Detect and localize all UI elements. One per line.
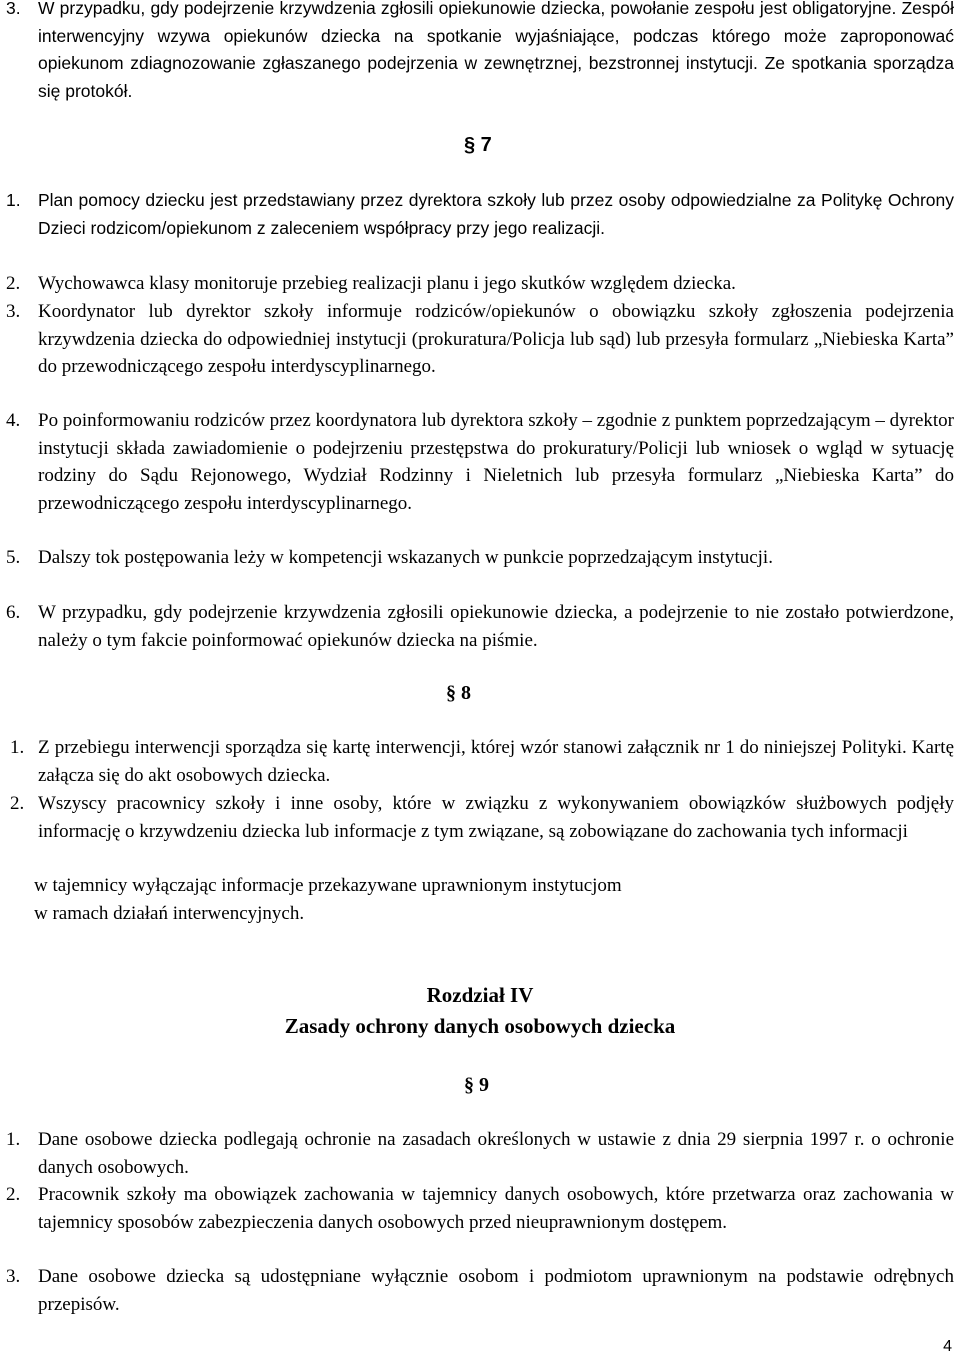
item-number: 1.	[10, 737, 25, 758]
section-8-continuation-line-2: w ramach działań interwencyjnych.	[34, 903, 305, 924]
section-7-item-6	[0, 599, 954, 654]
item-text: Po poinformowaniu rodziców przez koordynatora lub dyrektora szkoły – zgodnie z punktem poprzedzającym – dyrektor instytucji składa zawiadomienie o podejrzeniu przestępstwa do prokuratury/Policji lub wniosek o wgląd w sytuację rodziny do Sądu Rejonowego, Wydział Rodzinny i Nieletnich lub przesyła formularz „Niebieska Karta” do przewodniczącego zespołu interdyscyplinarnego.	[38, 410, 954, 514]
item-number: 3.	[6, 301, 21, 322]
chapter-title: Rozdział IV	[426, 983, 534, 1007]
section-8-mark: § 8	[446, 682, 471, 704]
item-text: Z przebiegu interwencji sporządza się kartę interwencji, której wzór stanowi załącznik nr 1 do niniejszej Polityki. Kartę załącza się do akt osobowych dziecka.	[38, 737, 954, 786]
section-9-mark: § 9	[464, 1074, 489, 1096]
item-text: W przypadku, gdy podejrzenie krzywdzenia zgłosili opiekunowie dziecka, powołanie zespołu jest obligatoryjne. Zespół interwencyjny wzywa opiekunów dziecka na spotkanie wyjaśniające, podczas którego może zaproponować opiekunom zdiagnozowanie zgłaszanego podejrzenia w zewnętrznej, bezstronnej instytucji. Ze spotkania sporządza się protokół.	[38, 0, 954, 101]
section-8-item-2	[0, 790, 954, 845]
item-text: Wszyscy pracownicy szkoły i inne osoby, które w związku z wykonywaniem obowiązków służbowych podjęły informację o krzywdzeniu dziecka lub informacje z tym związane, są zobowiązane do zachowania tych informacji	[38, 793, 954, 842]
section-7-item-5	[0, 544, 954, 572]
item-number: 1.	[6, 190, 21, 210]
item-text: Dane osobowe dziecka są udostępniane wyłącznie osobom i podmiotom uprawnionym na podstawie odrębnych przepisów.	[38, 1266, 954, 1315]
section-7-item-3	[0, 298, 954, 381]
section-7-item-4	[0, 407, 954, 517]
item-number: 3.	[6, 0, 21, 18]
section-9-item-2	[0, 1181, 954, 1236]
item-text: Wychowawca klasy monitoruje przebieg realizacji planu i jego skutków względem dziecka.	[38, 273, 736, 294]
item-text: W przypadku, gdy podejrzenie krzywdzenia zgłosili opiekunowie dziecka, a podejrzenie to nie zostało potwierdzone, należy o tym fakcie poinformować opiekunów dziecka na piśmie.	[38, 602, 954, 651]
section-7-mark: § 7	[464, 134, 492, 156]
item-text: Plan pomocy dziecku jest przedstawiany przez dyrektora szkoły lub przez osoby odpowiedzialne za Politykę Ochrony Dzieci rodzicom/opiekunom z zaleceniem współpracy przy jego realizacji.	[38, 190, 954, 238]
item-text: Dane osobowe dziecka podlegają ochronie na zasadach określonych w ustawie z dnia 29 sierpnia 1997 r. o ochronie danych osobowych.	[38, 1129, 954, 1178]
section-8-item-1	[0, 734, 954, 789]
item-number: 5.	[6, 547, 21, 568]
section-9-item-1	[0, 1126, 954, 1181]
item-number: 4.	[6, 410, 21, 431]
section-8-continuation-line-1: w tajemnicy wyłączając informacje przekazywane uprawnionym instytucjom	[34, 875, 622, 896]
item-text: Koordynator lub dyrektor szkoły informuje rodziców/opiekunów o obowiązku szkoły zgłoszenia podejrzenia krzywdzenia dziecka do odpowiedniej instytucji (prokuratura/Policja lub sąd) lub przesyła formularz „Niebieska Karta” do przewodniczącego zespołu interdyscyplinarnego.	[38, 301, 954, 377]
item-number: 6.	[6, 602, 21, 623]
section-7-item-1	[0, 187, 954, 242]
chapter-subtitle: Zasady ochrony danych osobowych dziecka	[284, 1014, 676, 1038]
item-text: Pracownik szkoły ma obowiązek zachowania w tajemnicy danych osobowych, które przetwarza oraz zachowania w tajemnicy sposobów zabezpieczenia danych osobowych przed nieuprawnionym dostępem.	[38, 1184, 954, 1233]
item-number: 3.	[6, 1266, 21, 1287]
page-number: 4	[943, 1338, 952, 1355]
item-number: 2.	[10, 793, 25, 814]
item-text: Dalszy tok postępowania leży w kompetencji wskazanych w punkcie poprzedzającym instytucji.	[38, 547, 773, 568]
section-9-item-3	[0, 1263, 954, 1318]
item-number: 1.	[6, 1129, 21, 1150]
item-number: 2.	[6, 273, 21, 294]
section-7-item-2	[0, 270, 954, 298]
item-number: 2.	[6, 1184, 21, 1205]
top-item-3	[0, 0, 954, 105]
